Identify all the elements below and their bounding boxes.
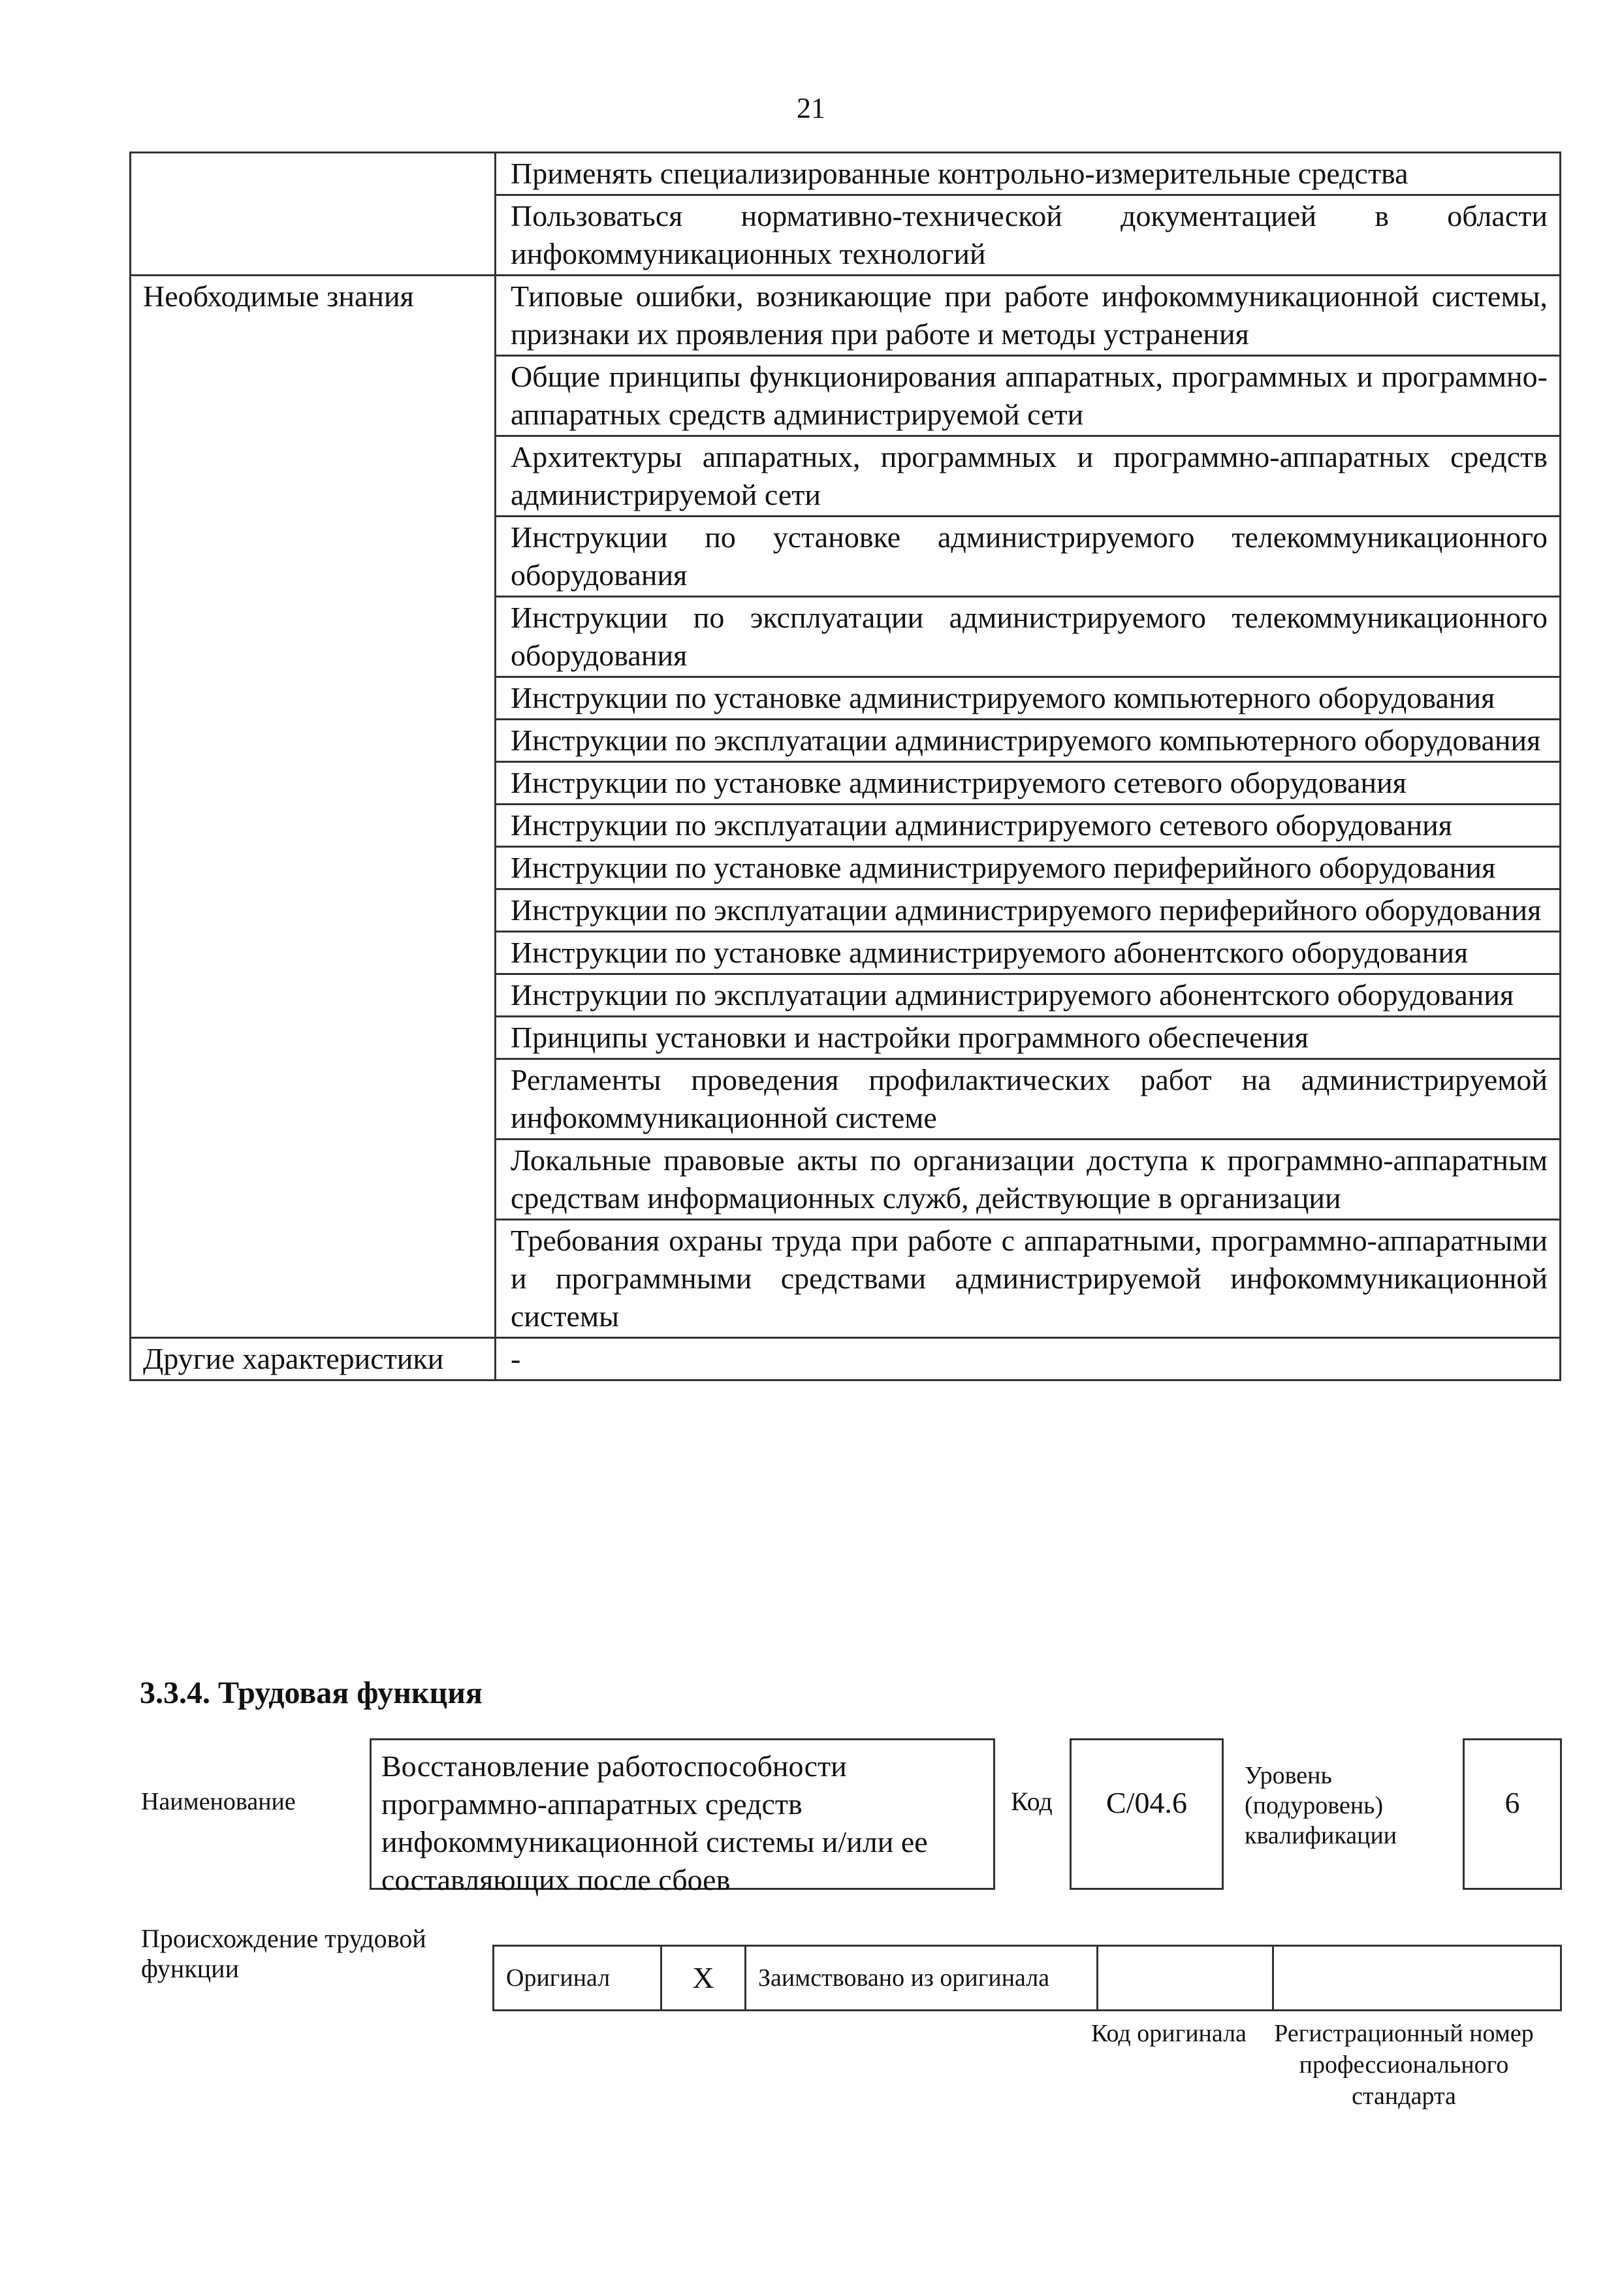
label-cell-empty: [131, 153, 496, 276]
section-title: 3.3.4. Трудовая функция: [140, 1676, 483, 1710]
table-cell: Типовые ошибки, возникающие при работе инфокоммуникационной системы, признаки их проявления при работе и методы устранения: [496, 276, 1561, 356]
table-cell: Регламенты проведения профилактических работ на администрируемой инфокоммуникационной системе: [496, 1059, 1561, 1140]
knowledge-label: Необходимые знания: [131, 276, 496, 1338]
function-name: Восстановление работоспособности программно-аппаратных средств инфокоммуникационной системы и/или ее составляющих после сбоев: [381, 1749, 928, 1896]
code-label: Код: [1011, 1787, 1053, 1816]
table-row: [131, 276, 1561, 356]
level-value: 6: [1504, 1786, 1520, 1819]
original-label: Оригинал: [494, 1946, 661, 2011]
table-cell: Архитектуры аппаратных, программных и программно-аппаратных средств администрируемой сети: [496, 436, 1561, 517]
original-code-cell: [1098, 1946, 1273, 2011]
borrowed-label: Заимствовано из оригинала: [746, 1946, 1098, 2011]
table-row: [494, 1946, 1561, 2011]
table-cell: Локальные правовые акты по организации доступа к программно-аппаратным средствам информационных служб, действующие в организации: [496, 1140, 1561, 1220]
other-value: -: [496, 1338, 1561, 1380]
table-cell: Применять специализированные контрольно-измерительные средства: [496, 153, 1561, 195]
table-cell: Инструкции по эксплуатации администрируемого периферийного оборудования: [496, 889, 1561, 932]
code-caption: Код оригинала: [1091, 2020, 1247, 2047]
table-cell: Инструкции по установке администрируемого сетевого оборудования: [496, 762, 1561, 805]
original-mark: X: [661, 1946, 746, 2011]
registration-number-cell: [1273, 1946, 1561, 2011]
table-cell: Принципы установки и настройки программного обеспечения: [496, 1017, 1561, 1059]
origin-label: Происхождение трудовой функции: [141, 1924, 426, 1983]
origin-table: [492, 1945, 1562, 2011]
table-cell: Инструкции по установке администрируемого абонентского оборудования: [496, 932, 1561, 974]
table-cell: Требования охраны труда при работе с аппаратными, программно-аппаратными и программными средствами администрируемой инфокоммуникационной системы: [496, 1220, 1561, 1338]
other-label: Другие характеристики: [131, 1338, 496, 1380]
table-cell: Инструкции по эксплуатации администрируемого сетевого оборудования: [496, 805, 1561, 847]
knowledge-table: [129, 151, 1561, 1381]
table-cell: Инструкции по эксплуатации администрируемого компьютерного оборудования: [496, 720, 1561, 762]
level-label: Уровень (подуровень) квалификации: [1245, 1762, 1397, 1849]
table-cell: Пользоваться нормативно-технической документацией в области инфокоммуникационных технологий: [496, 195, 1561, 276]
table-cell: Инструкции по эксплуатации администрируемого абонентского оборудования: [496, 974, 1561, 1017]
table-cell: Инструкции по установке администрируемого компьютерного оборудования: [496, 677, 1561, 720]
table-row: [131, 153, 1561, 195]
table-cell: Инструкции по установке администрируемого телекоммуникационного оборудования: [496, 517, 1561, 597]
table-row: [131, 1338, 1561, 1380]
table-cell: Инструкции по эксплуатации администрируемого телекоммуникационного оборудования: [496, 597, 1561, 677]
page-number: 21: [797, 92, 825, 124]
name-label: Наименование: [141, 1788, 296, 1815]
code-value: C/04.6: [1106, 1786, 1187, 1819]
table-cell: Инструкции по установке администрируемого периферийного оборудования: [496, 847, 1561, 889]
registration-caption: Регистрационный номер профессионального стандарта: [1274, 2020, 1534, 2110]
table-cell: Общие принципы функционирования аппаратных, программных и программно-аппаратных средств администрируемой сети: [496, 356, 1561, 436]
